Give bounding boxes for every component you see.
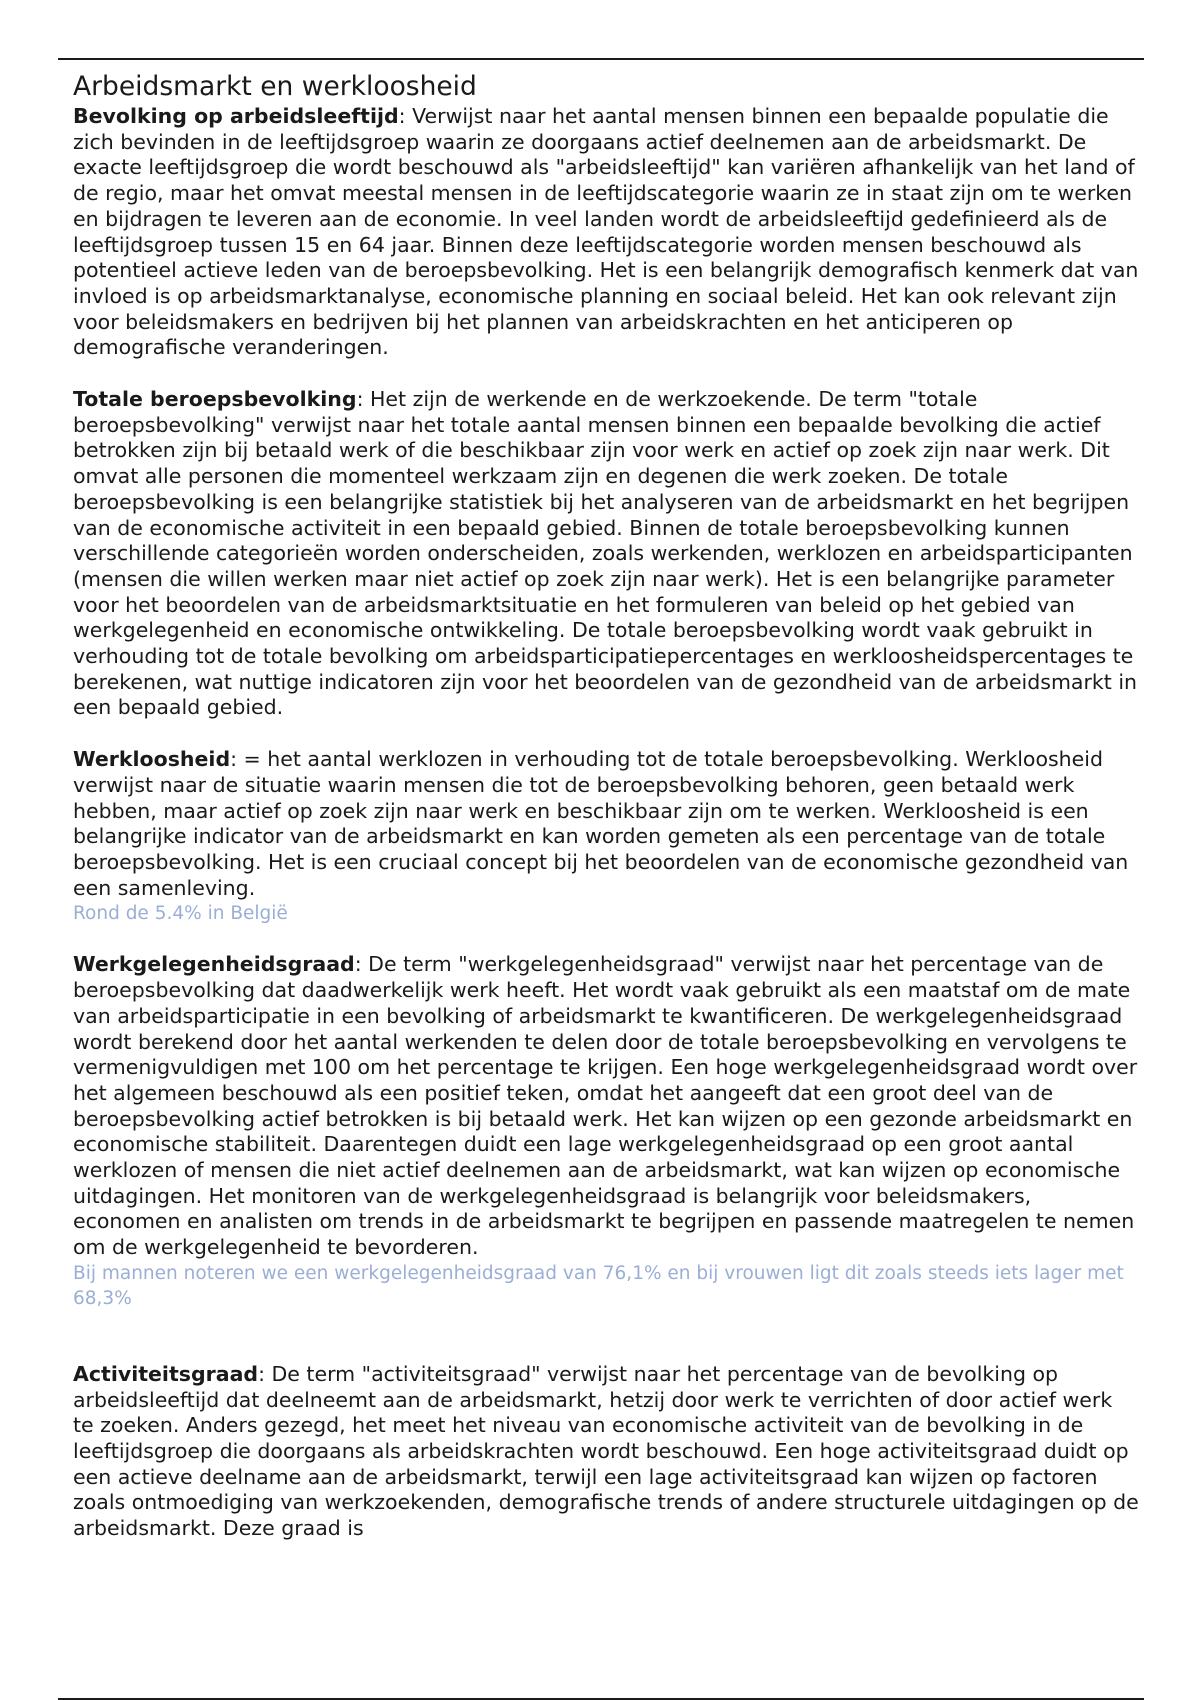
definition-bevolking-op-arbeidsleeftijd: : Verwijst naar het aantal mensen binnen een bepaalde populatie die zich bevinden in de leeftijdsgroep waarin ze doorgaans actief deelnemen aan de arbeidsmarkt. De exacte leeftijdsgroep die wordt beschouwd als "arbeidsleeftijd" kan variëren afhankelijk van het land of de regio, maar het omvat meestal mensen in de leeftijdscategorie waarin ze in staat zijn om te werken en bijdragen te leveren aan de economie. In veel landen wordt de arbeidsleeftijd gedefinieerd als de leeftijdsgroep tussen 15 en 64 jaar. Binnen deze leeftijdscategorie worden mensen beschouwd als potentieel actieve leden van de beroepsbevolking. Het is een belangrijk demografisch kenmerk dat van invloed is op arbeidsmarktanalyse, economische planning en sociaal beleid. Het kan ook relevant zijn voor beleidsmakers en bedrijven bij het plannen van arbeidskrachten en het anticiperen op demografische veranderingen.: [73, 104, 1139, 360]
paragraph-activiteitsgraad: [73, 1362, 1139, 1542]
paragraph-werkgelegenheidsgraad: [73, 952, 1139, 1260]
paragraph-werkloosheid: [73, 747, 1139, 901]
paragraph-spacer: [73, 926, 1139, 952]
paragraph-bevolking-op-arbeidsleeftijd: [73, 104, 1139, 361]
term-totale-beroepsbevolking: Totale beroepsbevolking: [73, 387, 357, 412]
term-bevolking-op-arbeidsleeftijd: Bevolking op arbeidsleeftijd: [73, 104, 399, 128]
definition-werkloosheid: : = het aantal werklozen in verhouding tot de totale beroepsbevolking. Werkloosheid verwijst naar de situatie waarin mensen die tot de beroepsbevolking behoren, geen betaald werk hebben, maar actief op zoek zijn naar werk en beschikbaar zijn om te werken. Werkloosheid is een belangrijke indicator van de arbeidsmarkt en kan worden gemeten als een percentage van de totale beroepsbevolking. Het is een cruciaal concept bij het beoordelen van de economische gezondheid van een samenleving.: [73, 747, 1129, 900]
paragraph-spacer: [73, 721, 1139, 747]
definition-activiteitsgraad: : De term "activiteitsgraad" verwijst naar het percentage van de bevolking op arbeidsleeftijd dat deelneemt aan de arbeidsmarkt, hetzij door werk te verrichten of door actief werk te zoeken. Anders gezegd, het meet het niveau van economische activiteit van de bevolking in de leeftijdsgroep die doorgaans als arbeidskrachten wordt beschouwd. Een hoge activiteitsgraad duidt op een actieve deelname aan de arbeidsmarkt, terwijl een lage activiteitsgraad kan wijzen op factoren zoals ontmoediging van werkzoekenden, demografische trends of andere structurele uitdagingen op de arbeidsmarkt. Deze graad is: [73, 1361, 1139, 1541]
top-rule: [58, 58, 1144, 60]
paragraph-totale-beroepsbevolking: [73, 387, 1139, 721]
paragraph-spacer: [73, 361, 1139, 387]
document-page: [73, 70, 1139, 1542]
term-activiteitsgraad: Activiteitsgraad: [73, 1361, 259, 1386]
term-werkloosheid: Werkloosheid: [73, 747, 231, 772]
term-werkgelegenheidsgraad: Werkgelegenheidsgraad: [73, 952, 355, 977]
note-werkgelegenheidsgraad: Bij mannen noteren we een werkgelegenheidsgraad van 76,1% en bij vrouwen ligt dit zoals steeds iets lager met 68,3%: [73, 1262, 1124, 1309]
note-werkloosheid: Rond de 5.4% in België: [73, 903, 288, 925]
definition-werkgelegenheidsgraad: : De term "werkgelegenheidsgraad" verwijst naar het percentage van de beroepsbevolking dat daadwerkelijk werk heeft. Het wordt vaak gebruikt als een maatstaf om de mate van arbeidsparticipatie in een bevolking of arbeidsmarkt te kwantificeren. De werkgelegenheidsgraad wordt berekend door het aantal werkenden te delen door de totale beroepsbevolking en vervolgens te vermenigvuldigen met 100 om het percentage te krijgen. Een hoge werkgelegenheidsgraad wordt over het algemeen beschouwd als een positief teken, omdat het aangeeft dat een groot deel van de beroepsbevolking actief betrokken is bij betaald werk. Het kan wijzen op een gezonde arbeidsmarkt en economische stabiliteit. Daarentegen duidt een lage werkgelegenheidsgraad op een groot aantal werklozen of mensen die niet actief deelnemen aan de arbeidsmarkt, wat kan wijzen op economische uitdagingen. Het monitoren van de werkgelegenheidsgraad is belangrijk voor beleidsmakers, economen en analisten om trends in de arbeidsmarkt te begrijpen en passende maatregelen te nemen om de werkgelegenheid te bevorderen.: [73, 952, 1138, 1260]
paragraph-spacer: [73, 1311, 1139, 1362]
definition-totale-beroepsbevolking: : Het zijn de werkende en de werkzoekende. De term "totale beroepsbevolking" verwijst naar het totale aantal mensen binnen een bepaalde bevolking die actief betrokken zijn bij betaald werk of die beschikbaar zijn voor werk en actief op zoek zijn naar werk. Dit omvat alle personen die momenteel werkzaam zijn en degenen die werk zoeken. De totale beroepsbevolking is een belangrijke statistiek bij het analyseren van de arbeidsmarkt en het begrijpen van de economische activiteit in een bepaald gebied. Binnen de totale beroepsbevolking kunnen verschillende categorieën worden onderscheiden, zoals werkenden, werklozen en arbeidsparticipanten (mensen die willen werken maar niet actief op zoek zijn naar werk). Het is een belangrijke parameter voor het beoordelen van de arbeidsmarktsituatie en het formuleren van beleid op het gebied van werkgelegenheid en economische ontwikkeling. De totale beroepsbevolking wordt vaak gebruikt in verhouding tot de totale bevolking om arbeidsparticipatiepercentages en werkloosheidspercentages te berekenen, wat nuttige indicatoren zijn voor het beoordelen van de gezondheid van de arbeidsmarkt in een bepaald gebied.: [73, 387, 1138, 720]
document-title: Arbeidsmarkt en werkloosheid: [73, 71, 477, 102]
